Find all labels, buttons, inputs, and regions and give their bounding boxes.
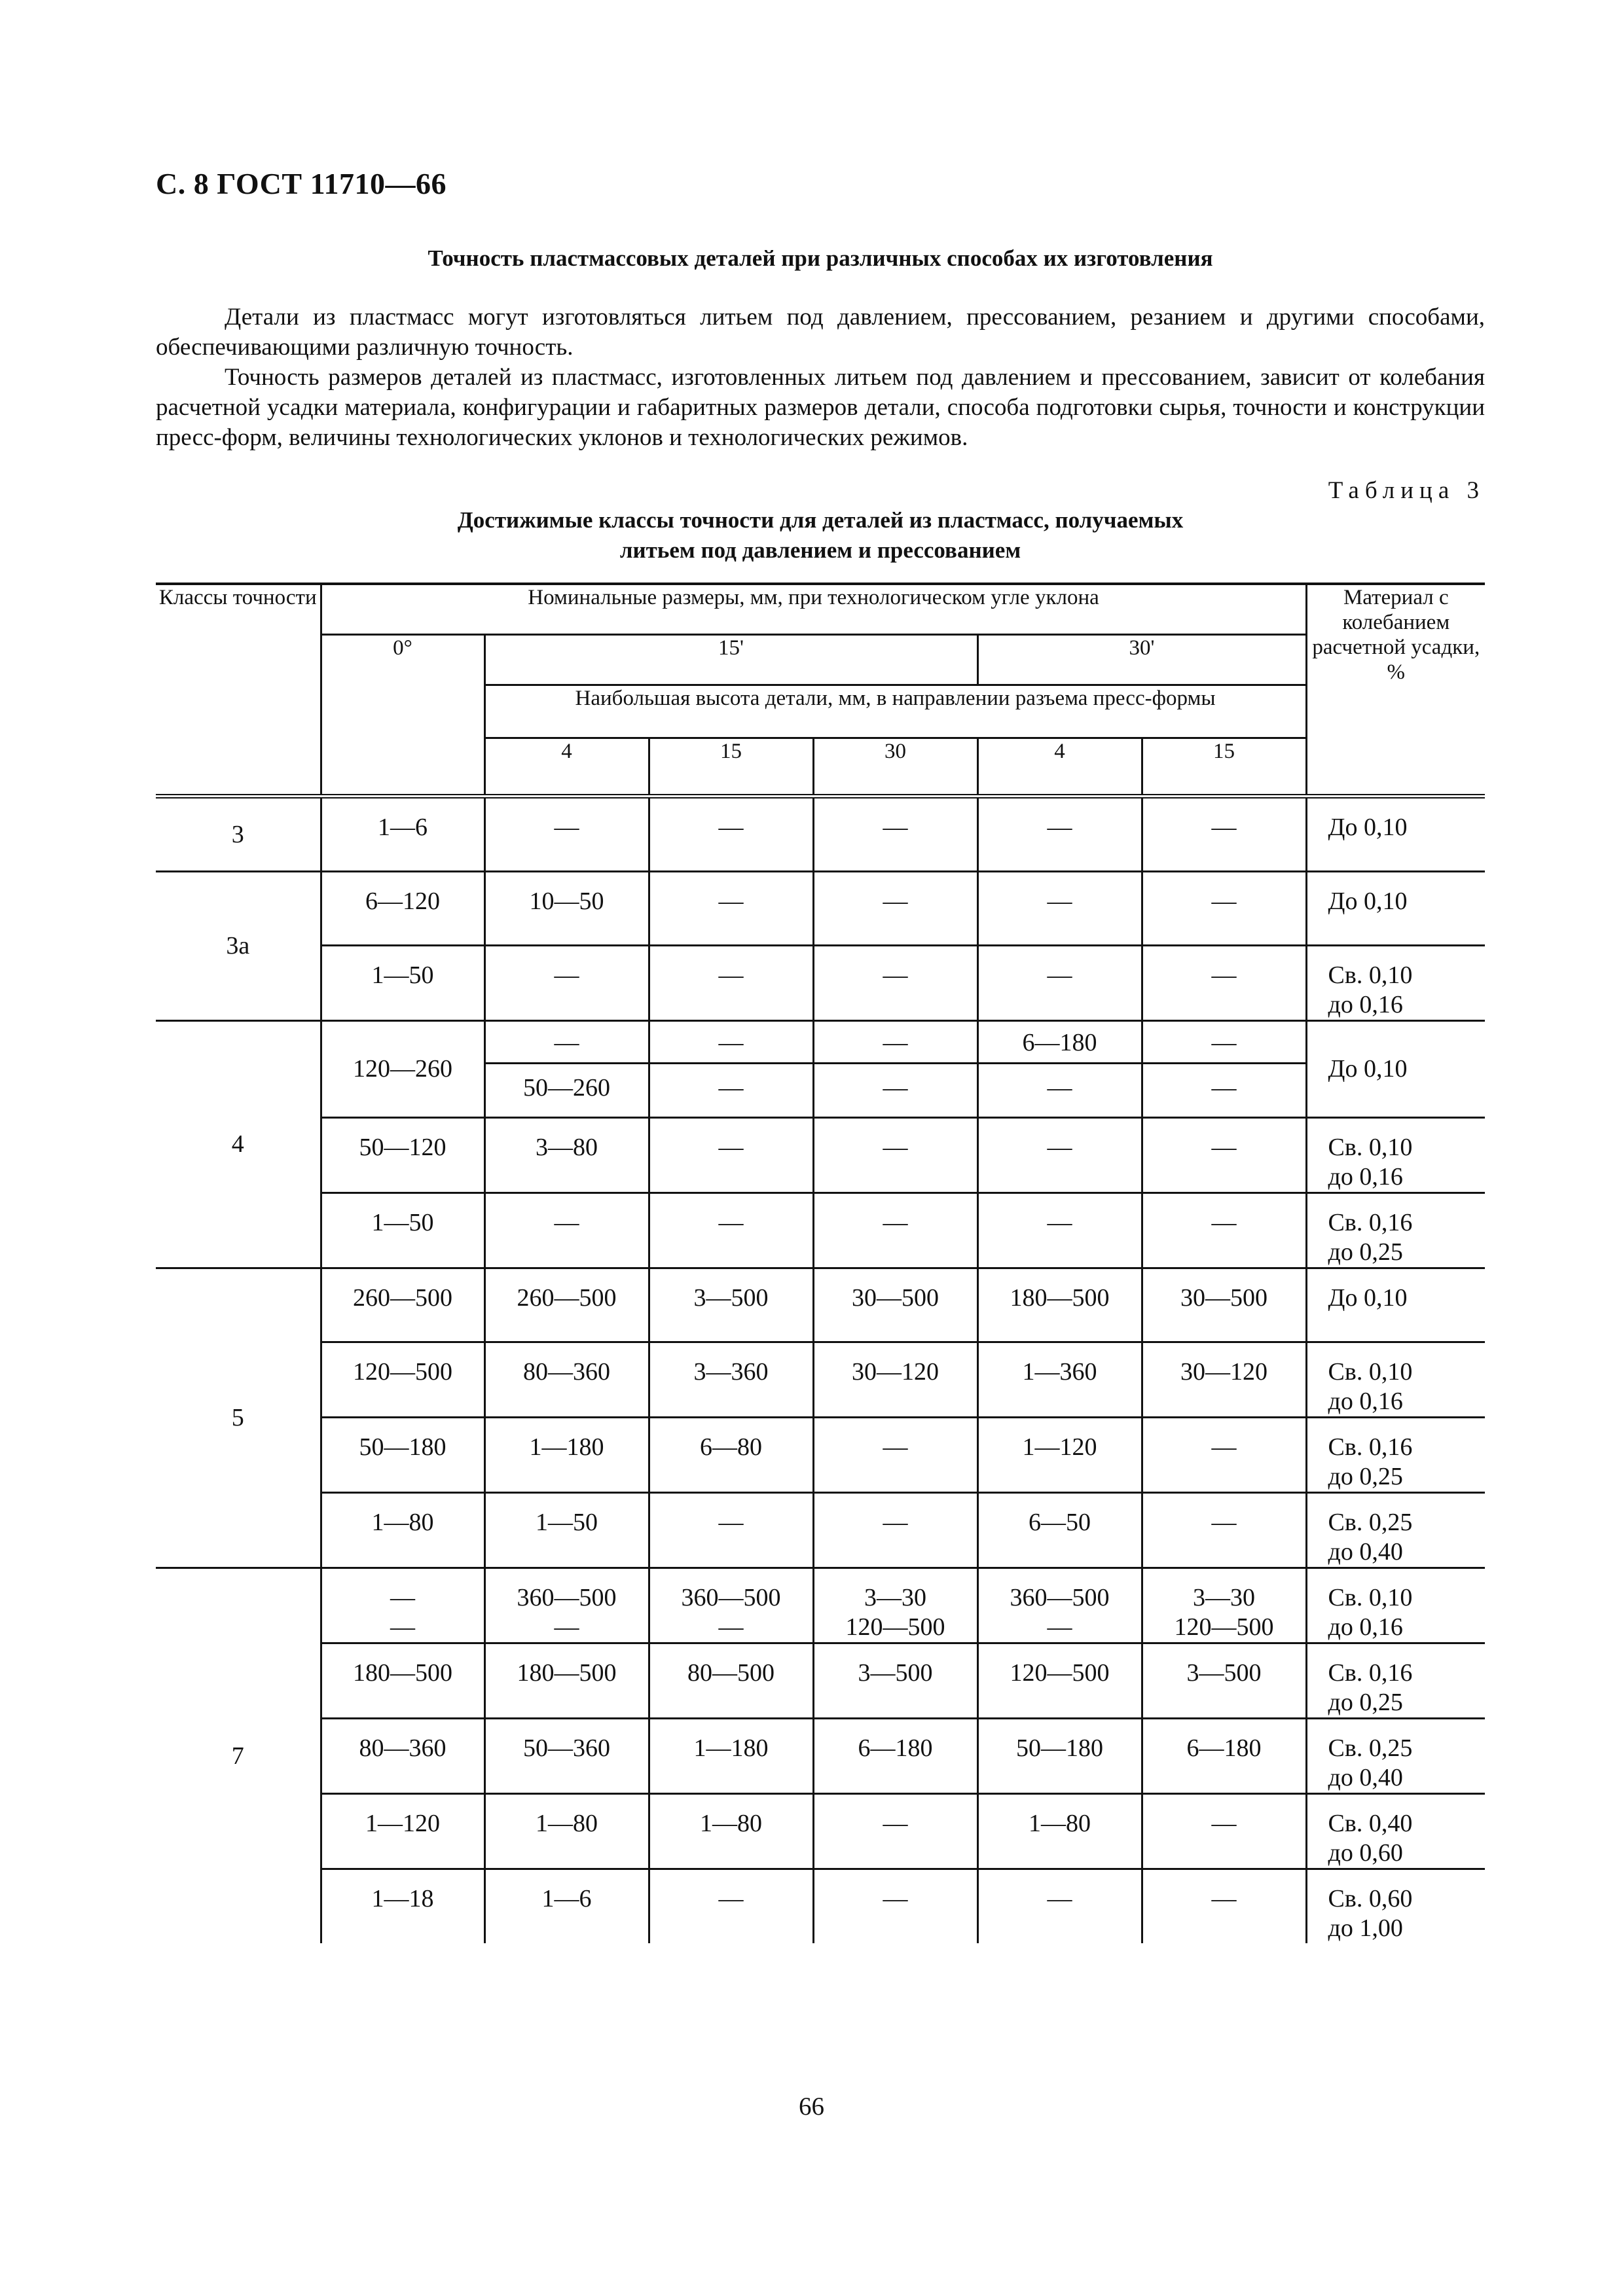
value-cell: 3—500 xyxy=(649,1268,813,1342)
value-cell: 6—180 xyxy=(813,1719,977,1794)
value-cell: — xyxy=(813,1418,977,1493)
value-cell: 30—500 xyxy=(813,1268,977,1342)
class-cell: 4 xyxy=(156,1021,321,1268)
accuracy-table xyxy=(156,583,1485,1943)
value-cell: 3—80 xyxy=(484,1118,649,1193)
header-height: 4 xyxy=(484,738,649,797)
value-cell: 1—180 xyxy=(484,1418,649,1493)
value-cell: — xyxy=(649,1493,813,1568)
value-cell: — xyxy=(813,872,977,946)
material-cell: До 0,10 xyxy=(1306,797,1485,872)
material-cell: Св. 0,25 до 0,40 xyxy=(1306,1719,1485,1794)
value-cell: 360—500 — xyxy=(977,1568,1142,1643)
value-cell: 80—500 xyxy=(649,1643,813,1719)
value-cell: 1—80 xyxy=(977,1794,1142,1869)
table-title-line: Достижимые классы точности для деталей из пластмасс, получаемых xyxy=(457,507,1184,533)
value-cell: 360—500 — xyxy=(484,1568,649,1643)
class-cell: 3а xyxy=(156,872,321,1021)
value-cell: 50—180 xyxy=(321,1418,484,1493)
value-cell: — xyxy=(1142,946,1306,1021)
value-cell: — xyxy=(1142,1118,1306,1193)
value-cell: — xyxy=(649,797,813,872)
header-angle-0: 0° xyxy=(321,635,484,797)
value-cell: 30—120 xyxy=(813,1342,977,1418)
table-row xyxy=(156,1794,1485,1869)
value-cell: 6—120 xyxy=(321,872,484,946)
material-cell: До 0,10 xyxy=(1306,1268,1485,1342)
page-number: 66 xyxy=(799,2092,824,2121)
value-cell: 50—360 xyxy=(484,1719,649,1794)
header-classes: Классы точности xyxy=(156,584,321,797)
value-cell: 120—500 xyxy=(977,1643,1142,1719)
value-cell: — xyxy=(813,797,977,872)
value-cell: — — xyxy=(321,1568,484,1643)
value-cell: 180—500 xyxy=(321,1643,484,1719)
material-cell: Св. 0,16 до 0,25 xyxy=(1306,1193,1485,1268)
table-row xyxy=(156,1643,1485,1719)
value-cell: 1—360 xyxy=(977,1342,1142,1418)
table-row xyxy=(156,1719,1485,1794)
value-cell: 6—80 xyxy=(649,1418,813,1493)
value-cell: 6—180 xyxy=(977,1021,1142,1064)
value-cell: — xyxy=(1142,1493,1306,1568)
value-cell: 1—80 xyxy=(484,1794,649,1869)
header-max-height: Наибольшая высота детали, мм, в направлении разъема пресс-формы xyxy=(484,685,1306,738)
value-cell: — xyxy=(813,1064,977,1118)
value-cell: 80—360 xyxy=(484,1342,649,1418)
table-row xyxy=(156,1869,1485,1944)
value-cell: — xyxy=(813,1193,977,1268)
table-row xyxy=(156,1568,1485,1643)
table-row xyxy=(156,872,1485,946)
value-cell: — xyxy=(1142,797,1306,872)
value-cell: — xyxy=(813,1493,977,1568)
material-cell: Св. 0,16 до 0,25 xyxy=(1306,1418,1485,1493)
value-cell: 50—120 xyxy=(321,1118,484,1193)
value-cell: 3—360 xyxy=(649,1342,813,1418)
paragraph: Точность размеров деталей из пластмасс, изготовленных литьем под давлением и прессованием, зависит от колебания расчетной усадки материала, конфигурации и габаритных размеров детали, способа подготовки сырья, точности и конструкции пресс-форм, величины технологических уклонов и технологических режимов. xyxy=(156,364,1485,451)
value-cell: — xyxy=(649,872,813,946)
class-cell: 5 xyxy=(156,1268,321,1568)
value-cell: 1—180 xyxy=(649,1719,813,1794)
value-cell: — xyxy=(484,1193,649,1268)
class-cell: 3 xyxy=(156,797,321,872)
value-cell: — xyxy=(813,1794,977,1869)
table-row xyxy=(156,1268,1485,1342)
body-text xyxy=(156,302,1485,453)
table-row xyxy=(156,1493,1485,1568)
value-cell: — xyxy=(977,1193,1142,1268)
table-row xyxy=(156,1342,1485,1418)
value-cell: 1—50 xyxy=(484,1493,649,1568)
section-title: Точность пластмассовых деталей при различных способах их изготовления xyxy=(428,245,1213,271)
table-title xyxy=(156,505,1485,565)
table-row xyxy=(156,1193,1485,1268)
value-cell: — xyxy=(813,946,977,1021)
table-title-line: литьем под давлением и прессованием xyxy=(619,537,1021,563)
value-cell: — xyxy=(813,1118,977,1193)
value-cell: 1—120 xyxy=(321,1794,484,1869)
header-height: 15 xyxy=(649,738,813,797)
value-cell: — xyxy=(484,946,649,1021)
value-cell: 3—30 120—500 xyxy=(813,1568,977,1643)
header-nominal: Номинальные размеры, мм, при технологическом угле уклона xyxy=(321,584,1306,635)
header-material: Материал с колебанием расчетной усадки, % xyxy=(1306,584,1485,797)
material-cell: Св. 0,10 до 0,16 xyxy=(1306,1118,1485,1193)
material-cell: Св. 0,25 до 0,40 xyxy=(1306,1493,1485,1568)
value-cell: 260—500 xyxy=(484,1268,649,1342)
value-cell: 120—260 xyxy=(321,1021,484,1118)
material-cell: До 0,10 xyxy=(1306,1021,1485,1118)
value-cell: 3—30 120—500 xyxy=(1142,1568,1306,1643)
value-cell: — xyxy=(977,872,1142,946)
material-cell: Св. 0,60 до 1,00 xyxy=(1306,1869,1485,1944)
value-cell: 1—80 xyxy=(321,1493,484,1568)
value-cell: — xyxy=(649,1064,813,1118)
value-cell: — xyxy=(977,1064,1142,1118)
value-cell: — xyxy=(1142,1794,1306,1869)
value-cell: 30—120 xyxy=(1142,1342,1306,1418)
value-cell: 3—500 xyxy=(813,1643,977,1719)
table-number: Таблица 3 xyxy=(1328,477,1485,504)
value-cell: 360—500 — xyxy=(649,1568,813,1643)
value-cell: — xyxy=(1142,872,1306,946)
value-cell: — xyxy=(649,1869,813,1944)
class-cell: 7 xyxy=(156,1568,321,1944)
value-cell: — xyxy=(649,1021,813,1064)
value-cell: — xyxy=(977,946,1142,1021)
value-cell: 1—6 xyxy=(484,1869,649,1944)
value-cell: — xyxy=(977,1869,1142,1944)
material-cell: Св. 0,16 до 0,25 xyxy=(1306,1643,1485,1719)
header-angle-15: 15' xyxy=(484,635,977,685)
material-cell: Св. 0,10 до 0,16 xyxy=(1306,1342,1485,1418)
value-cell: 1—80 xyxy=(649,1794,813,1869)
value-cell: — xyxy=(484,797,649,872)
value-cell: — xyxy=(649,1118,813,1193)
value-cell: 180—500 xyxy=(484,1643,649,1719)
value-cell: 180—500 xyxy=(977,1268,1142,1342)
table-row xyxy=(156,1118,1485,1193)
value-cell: 1—50 xyxy=(321,946,484,1021)
value-cell: — xyxy=(484,1021,649,1064)
page-header: С. 8 ГОСТ 11710—66 xyxy=(156,167,447,200)
material-cell: Св. 0,40 до 0,60 xyxy=(1306,1794,1485,1869)
paragraph: Детали из пластмасс могут изготовляться литьем под давлением, прессованием, резанием и другими способами, обеспечивающими различную точность. xyxy=(156,304,1485,361)
value-cell: 3—500 xyxy=(1142,1643,1306,1719)
value-cell: 120—500 xyxy=(321,1342,484,1418)
value-cell: 6—180 xyxy=(1142,1719,1306,1794)
header-height: 30 xyxy=(813,738,977,797)
value-cell: 1—120 xyxy=(977,1418,1142,1493)
value-cell: — xyxy=(1142,1064,1306,1118)
header-height: 15 xyxy=(1142,738,1306,797)
header-height: 4 xyxy=(977,738,1142,797)
value-cell: — xyxy=(1142,1193,1306,1268)
table-row xyxy=(156,797,1485,872)
value-cell: — xyxy=(1142,1869,1306,1944)
value-cell: — xyxy=(649,1193,813,1268)
value-cell: — xyxy=(1142,1418,1306,1493)
header-angle-30: 30' xyxy=(977,635,1306,685)
value-cell: — xyxy=(977,1118,1142,1193)
value-cell: 1—50 xyxy=(321,1193,484,1268)
value-cell: 1—6 xyxy=(321,797,484,872)
table-row xyxy=(156,1021,1485,1064)
value-cell: 50—180 xyxy=(977,1719,1142,1794)
value-cell: — xyxy=(649,946,813,1021)
material-cell: Св. 0,10 до 0,16 xyxy=(1306,946,1485,1021)
value-cell: 80—360 xyxy=(321,1719,484,1794)
table-row xyxy=(156,1418,1485,1493)
value-cell: — xyxy=(813,1869,977,1944)
value-cell: 30—500 xyxy=(1142,1268,1306,1342)
value-cell: — xyxy=(977,797,1142,872)
value-cell: 260—500 xyxy=(321,1268,484,1342)
value-cell: — xyxy=(813,1021,977,1064)
table-row xyxy=(156,946,1485,1021)
value-cell: 50—260 xyxy=(484,1064,649,1118)
value-cell: — xyxy=(1142,1021,1306,1064)
material-cell: До 0,10 xyxy=(1306,872,1485,946)
value-cell: 6—50 xyxy=(977,1493,1142,1568)
material-cell: Св. 0,10 до 0,16 xyxy=(1306,1568,1485,1643)
value-cell: 10—50 xyxy=(484,872,649,946)
value-cell: 1—18 xyxy=(321,1869,484,1944)
